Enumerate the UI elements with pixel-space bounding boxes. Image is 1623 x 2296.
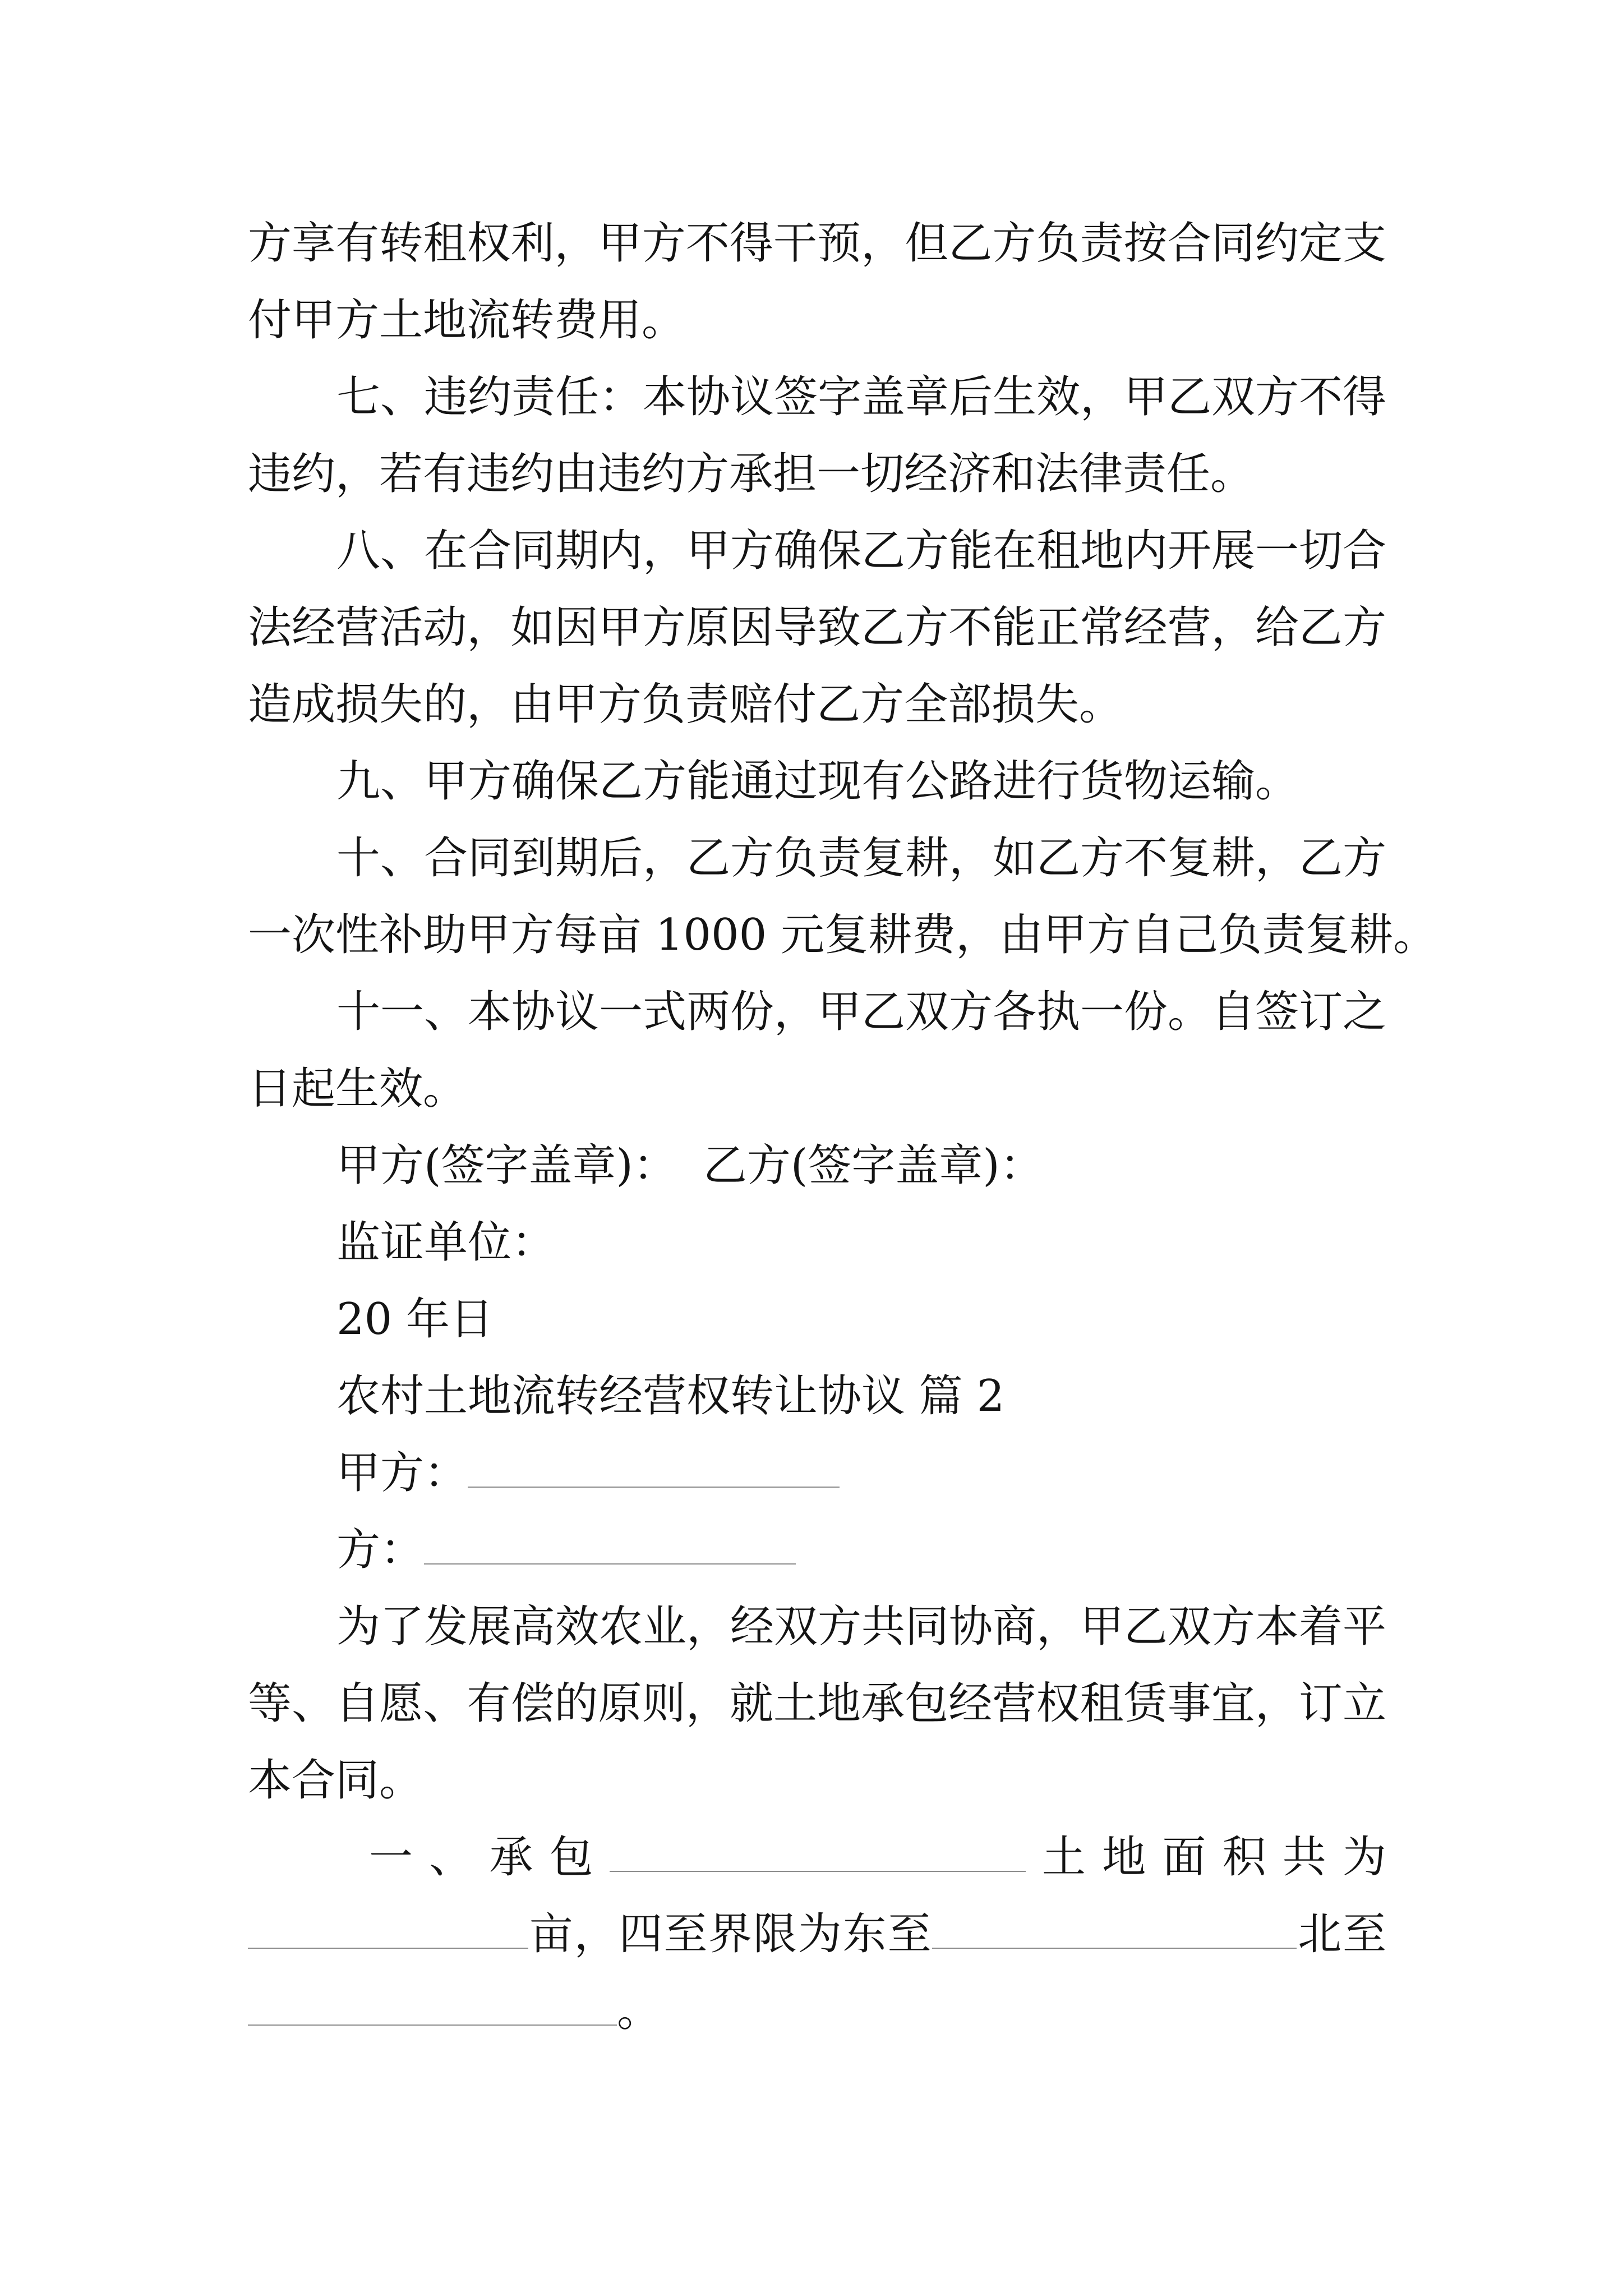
date-line: 20 年日 [336, 1294, 494, 1345]
clause-6-line-2: 付甲方土地流转费用。 [248, 295, 686, 346]
clause-8-line-2: 法经营活动，如因甲方原因导致乙方不能正常经营，给乙方 [248, 602, 1386, 653]
party-a-signature-label: 甲方(签字盖章)： [336, 1140, 677, 1191]
clause-10-line-2: 一次性补助甲方每亩 1000 元复耕费，由甲方自己负责复耕。 [248, 910, 1437, 960]
party-a-label: 甲方： [336, 1448, 468, 1498]
party-a-line [248, 1435, 1386, 1512]
clause-7-line-2: 违约，若有违约由违约方承担一切经济和法律责任。 [248, 449, 1255, 499]
party-a-blank [468, 1480, 840, 1488]
clause-9-line-1: 九、甲方确保乙方能通过现有公路进行货物运输。 [336, 756, 1299, 807]
area-mu-blank [248, 1941, 528, 1949]
clause-8-line-1: 八、在合同期内，甲方确保乙方能在租地内开展一切合 [336, 526, 1387, 576]
clause-1-line-2 [248, 1896, 1386, 1973]
contract-subject-blank [610, 1864, 1026, 1872]
document-body [248, 205, 1437, 2050]
clause-7-line-1: 七、违约责任：本协议签字盖章后生效，甲乙双方不得 [336, 372, 1387, 422]
land-area-label: 土地面积共为 [1025, 1832, 1386, 1883]
party-b-line [248, 1512, 1386, 1589]
north-boundary-blank [248, 2018, 617, 2026]
party-b-signature-label: 乙方(签字盖章)： [703, 1140, 1044, 1191]
clause-6-line-1: 方享有转租权利，甲方不得干预，但乙方负责按合同约定支 [248, 218, 1386, 269]
clause-1-lead: 一、承包 [369, 1832, 610, 1883]
boundary-label: 亩，四至界限为东至 [528, 1909, 933, 1959]
east-boundary-blank [932, 1941, 1297, 1949]
clause-1-line-1 [248, 1819, 1386, 1896]
party-b-label: 方： [336, 1525, 425, 1575]
clause-11-line-1: 十一、本协议一式两份，甲乙双方各执一份。自签订之 [336, 987, 1387, 1037]
signature-line [248, 1128, 1386, 1204]
clause-1-line-3 [248, 1973, 1386, 2050]
preamble-line-3: 本合同。 [248, 1755, 423, 1806]
agreement-2-title: 农村土地流转经营权转让协议 篇 2 [336, 1371, 1005, 1421]
clause-10-line-1: 十、合同到期后，乙方负责复耕，如乙方不复耕，乙方 [336, 833, 1387, 884]
clause-11-line-2: 日起生效。 [248, 1064, 467, 1114]
clause-8-line-3: 造成损失的，由甲方负责赔付乙方全部损失。 [248, 679, 1123, 730]
witness-unit-label: 监证单位： [336, 1217, 556, 1268]
preamble-line-2: 等、自愿、有偿的原则，就土地承包经营权租赁事宜，订立 [248, 1678, 1386, 1729]
clause-1-end-punct: 。 [617, 1986, 661, 2036]
preamble-line-1: 为了发展高效农业，经双方共同协商，甲乙双方本着平 [336, 1602, 1387, 1652]
party-b-blank [424, 1557, 796, 1565]
north-label: 北至 [1297, 1909, 1386, 1959]
